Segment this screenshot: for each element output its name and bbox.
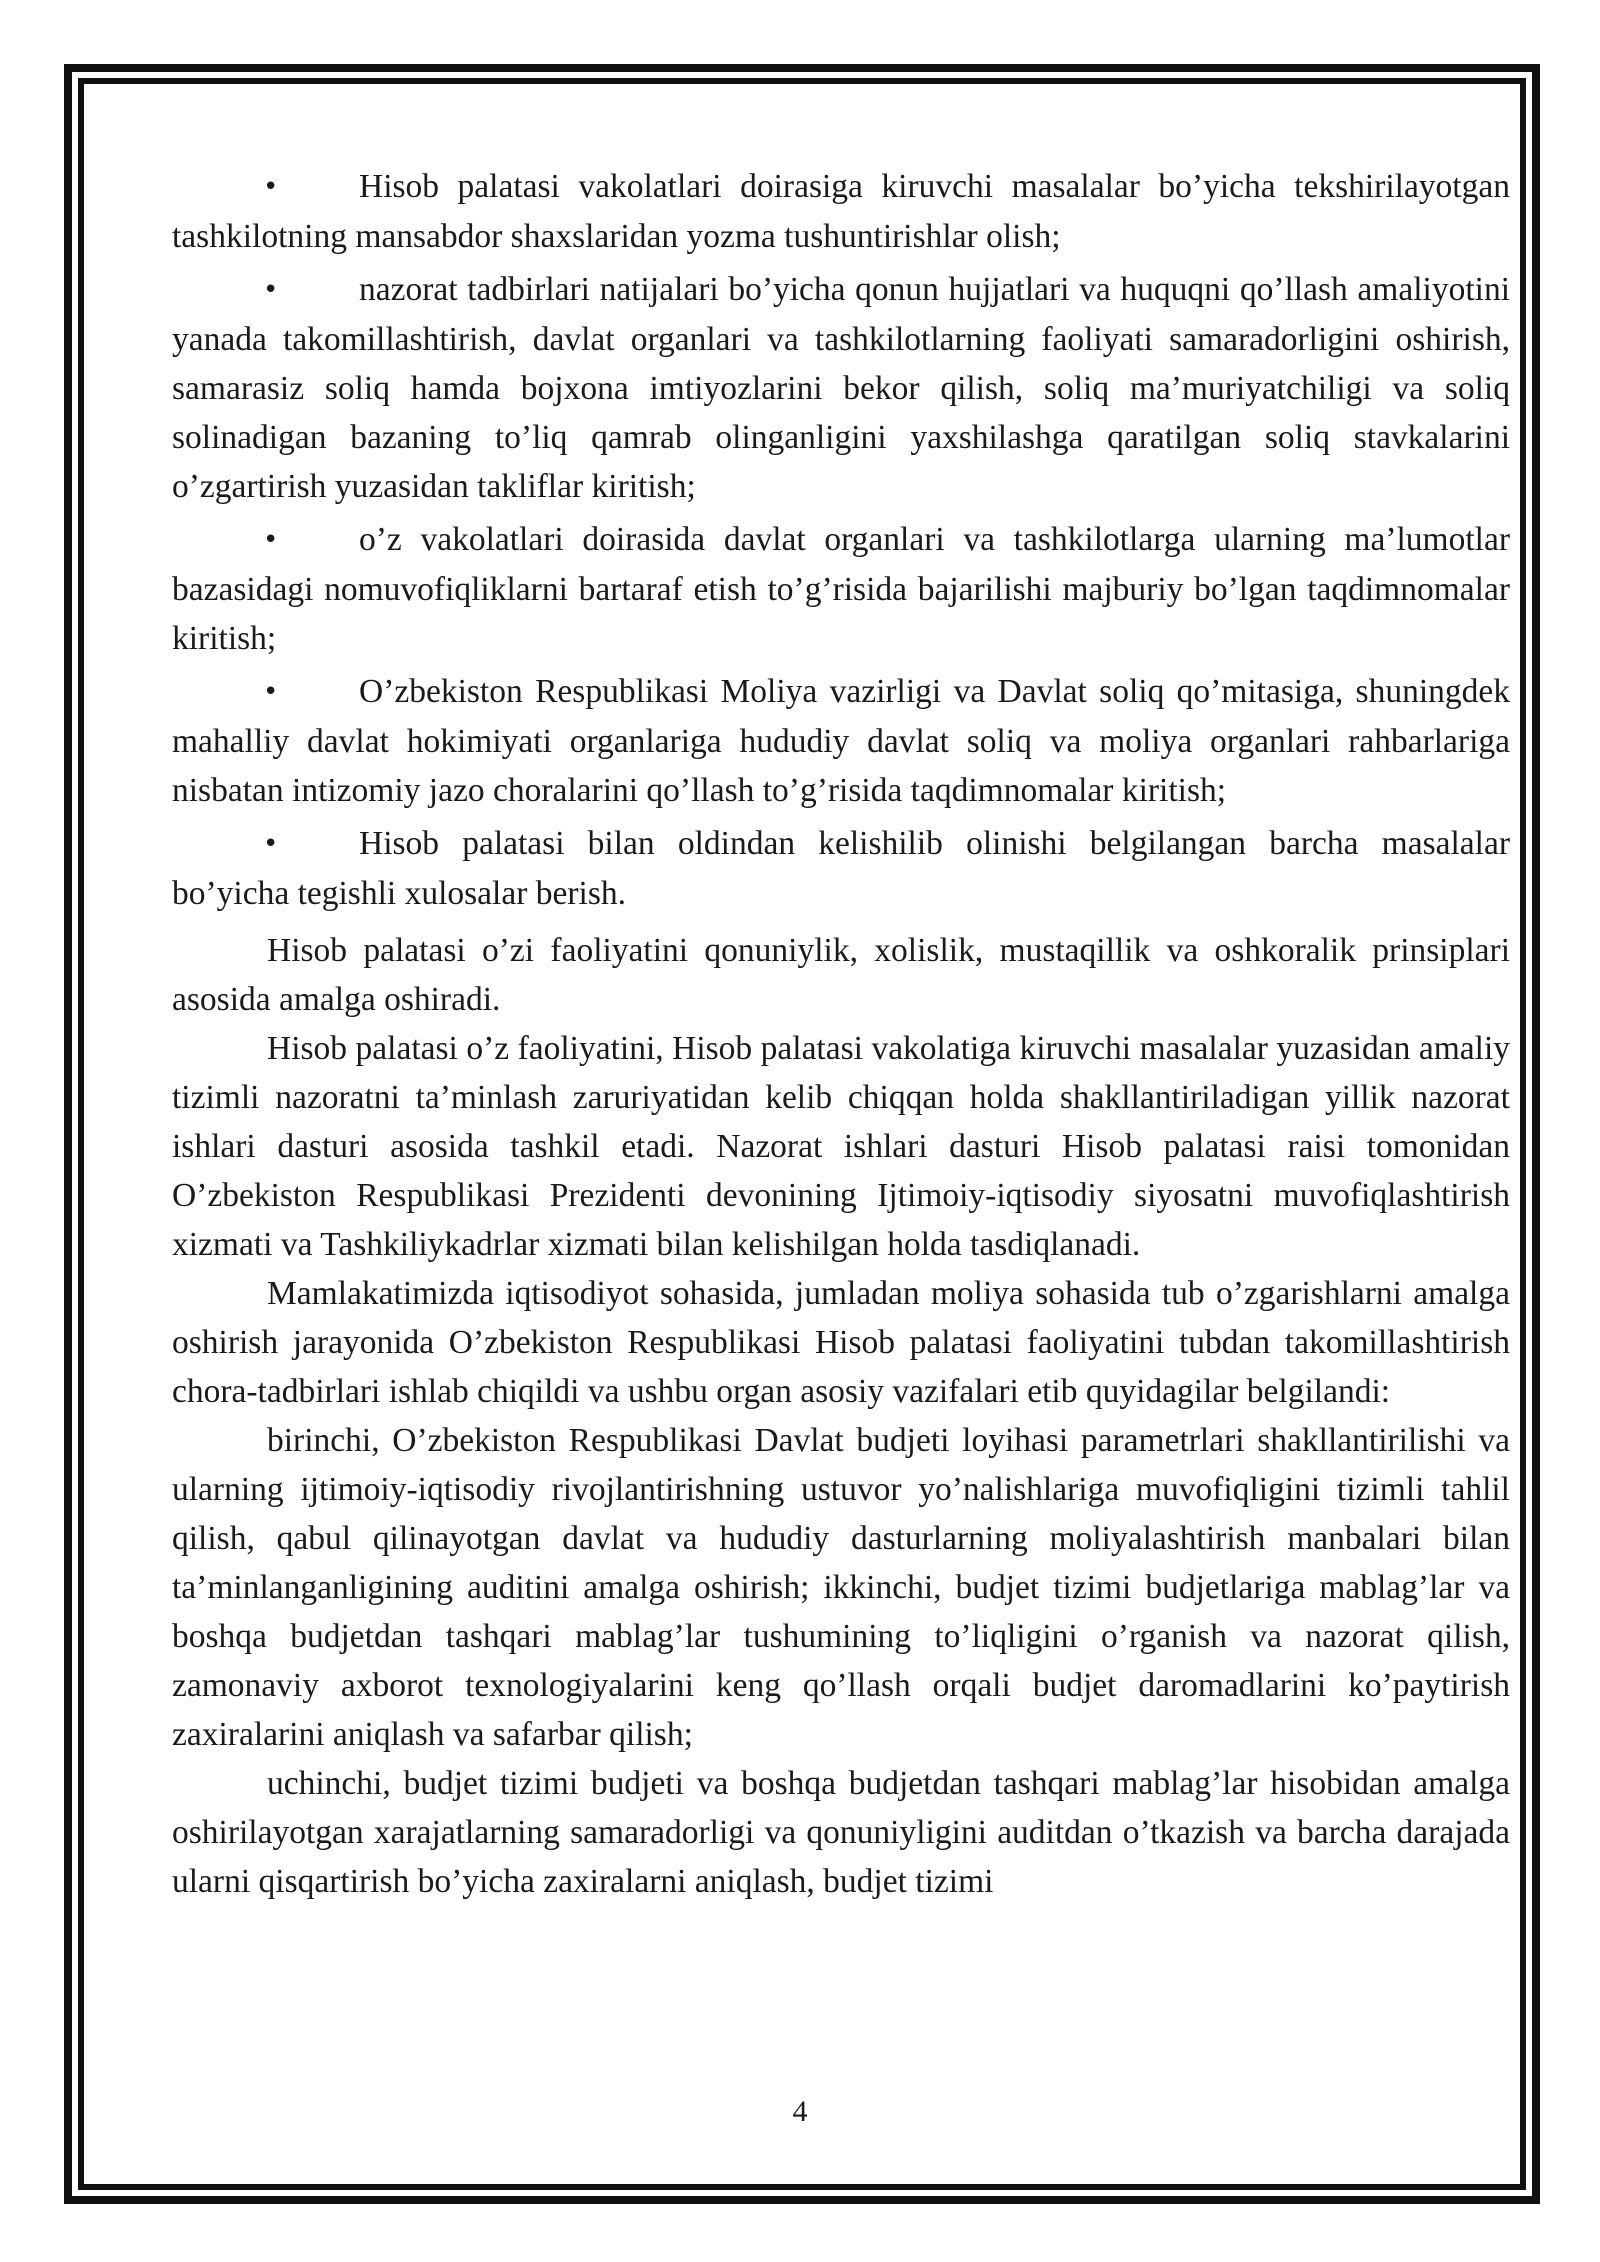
bullet-icon: •: [263, 275, 279, 305]
bullet-item: [172, 819, 1510, 918]
bullet-icon: •: [263, 172, 279, 202]
bullet-icon: •: [263, 677, 279, 707]
bullet-text: Hisob palatasi bilan oldindan kelishilib olinishi belgilangan barcha masalalar bo’yicha tegishli xulosalar berish.: [172, 825, 1510, 912]
paragraph-reforms: Mamlakatimizda iqtisodiyot sohasida, jumladan moliya sohasida tub o’zgarishlarni amalga oshirish jarayonida O’zbekiston Respublikasi Hisob palatasi faoliyatini tubdan takomillashtirish chora-tadbirlari ishlab chiqildi va ushbu organ asosiy vazifalari etib quyidagilar belgilandi:: [172, 1275, 1510, 1410]
bullet-text: o’z vakolatlari doirasida davlat organlari va tashkilotlarga ularning ma’lumotlar bazasidagi nomuvofiqliklarni bartaraf etish to’g’risida bajarilishi majburiy bo’lgan taqdimnomalar kiritish;: [172, 521, 1510, 657]
page-number: 4: [792, 2095, 808, 2128]
document-body: [172, 162, 1510, 1906]
bullet-item: [172, 265, 1510, 511]
bullet-icon: •: [263, 525, 279, 555]
paragraph-control-program: Hisob palatasi o’z faoliyatini, Hisob palatasi vakolatiga kiruvchi masalalar yuzasidan amaliy tizimli nazoratni ta’minlash zaruriyatidan kelib chiqqan holda shakllantiriladigan yillik nazorat ishlari dasturi asosida tashkil etadi. Nazorat ishlari dasturi Hisob palatasi raisi tomonidan O’zbekiston Respublikasi Prezidenti devonining Ijtimoiy-iqtisodiy siyosatni muvofiqlashtirish xizmati va Tashkiliykadrlar xizmati bilan kelishilgan holda tasdiqlanadi.: [172, 1030, 1510, 1263]
bullet-item: [172, 515, 1510, 663]
bullet-item: [172, 667, 1510, 815]
bullet-text: nazorat tadbirlari natijalari bo’yicha qonun hujjatlari va huquqni qo’llash amaliyotini yanada takomillashtirish, davlat organlari va tashkilotlarning faoliyati samaradorligini oshirish, samarasiz soliq hamda bojxona imtiyozlarini bekor qilish, soliq ma’muriyatchiligi va soliq solinadigan bazaning to’liq qamrab olinganligini yaxshilashga qaratilgan soliq stavkalarini o’zgartirish yuzasidan takliflar kiritish;: [172, 271, 1510, 505]
bullet-text: Hisob palatasi vakolatlari doirasiga kiruvchi masalalar bo’yicha tekshirilayotgan tashkilotning mansabdor shaxslaridan yozma tushuntirishlar olish;: [172, 168, 1510, 255]
bullet-text: O’zbekiston Respublikasi Moliya vazirligi va Davlat soliq qo’mitasiga, shuningdek mahalliy davlat hokimiyati organlariga hududiy davlat soliq va moliya organlari rahbarlariga nisbatan intizomiy jazo choralarini qo’llash to’g’risida taqdimnomalar kiritish;: [172, 673, 1510, 809]
bullet-item: [172, 162, 1510, 261]
bullet-icon: •: [263, 829, 279, 859]
paragraph-first-second-tasks: birinchi, O’zbekiston Respublikasi Davlat budjeti loyihasi parametrlari shakllantirilishi va ularning ijtimoiy-iqtisodiy rivojlantirishning ustuvor yo’nalishlariga muvofiqligini tizimli tahlil qilish, qabul qilinayotgan davlat va hududiy dasturlarning moliyalashtirish manbalari bilan ta’minlanganligining auditini amalga oshirish; ikkinchi, budjet tizimi budjetlariga mablag’lar va boshqa budjetdan tashqari mablag’lar tushumining to’liqligini o’rganish va nazorat qilish, zamonaviy axborot texnologiyalarini keng qo’llash orqali budjet daromadlarini ko’paytirish zaxiralarini aniqlash va safarbar qilish;: [172, 1422, 1510, 1753]
paragraph-principles: Hisob palatasi o’zi faoliyatini qonuniylik, xolislik, mustaqillik va oshkoralik prinsiplari asosida amalga oshiradi.: [172, 932, 1510, 1018]
paragraph-third-task: uchinchi, budjet tizimi budjeti va boshqa budjetdan tashqari mablag’lar hisobidan amalga oshirilayotgan xarajatlarning samaradorligi va qonuniyligini auditdan o’tkazish va barcha darajada ularni qisqartirish bo’yicha zaxiralarni aniqlash, budjet tizimi: [172, 1765, 1510, 1900]
